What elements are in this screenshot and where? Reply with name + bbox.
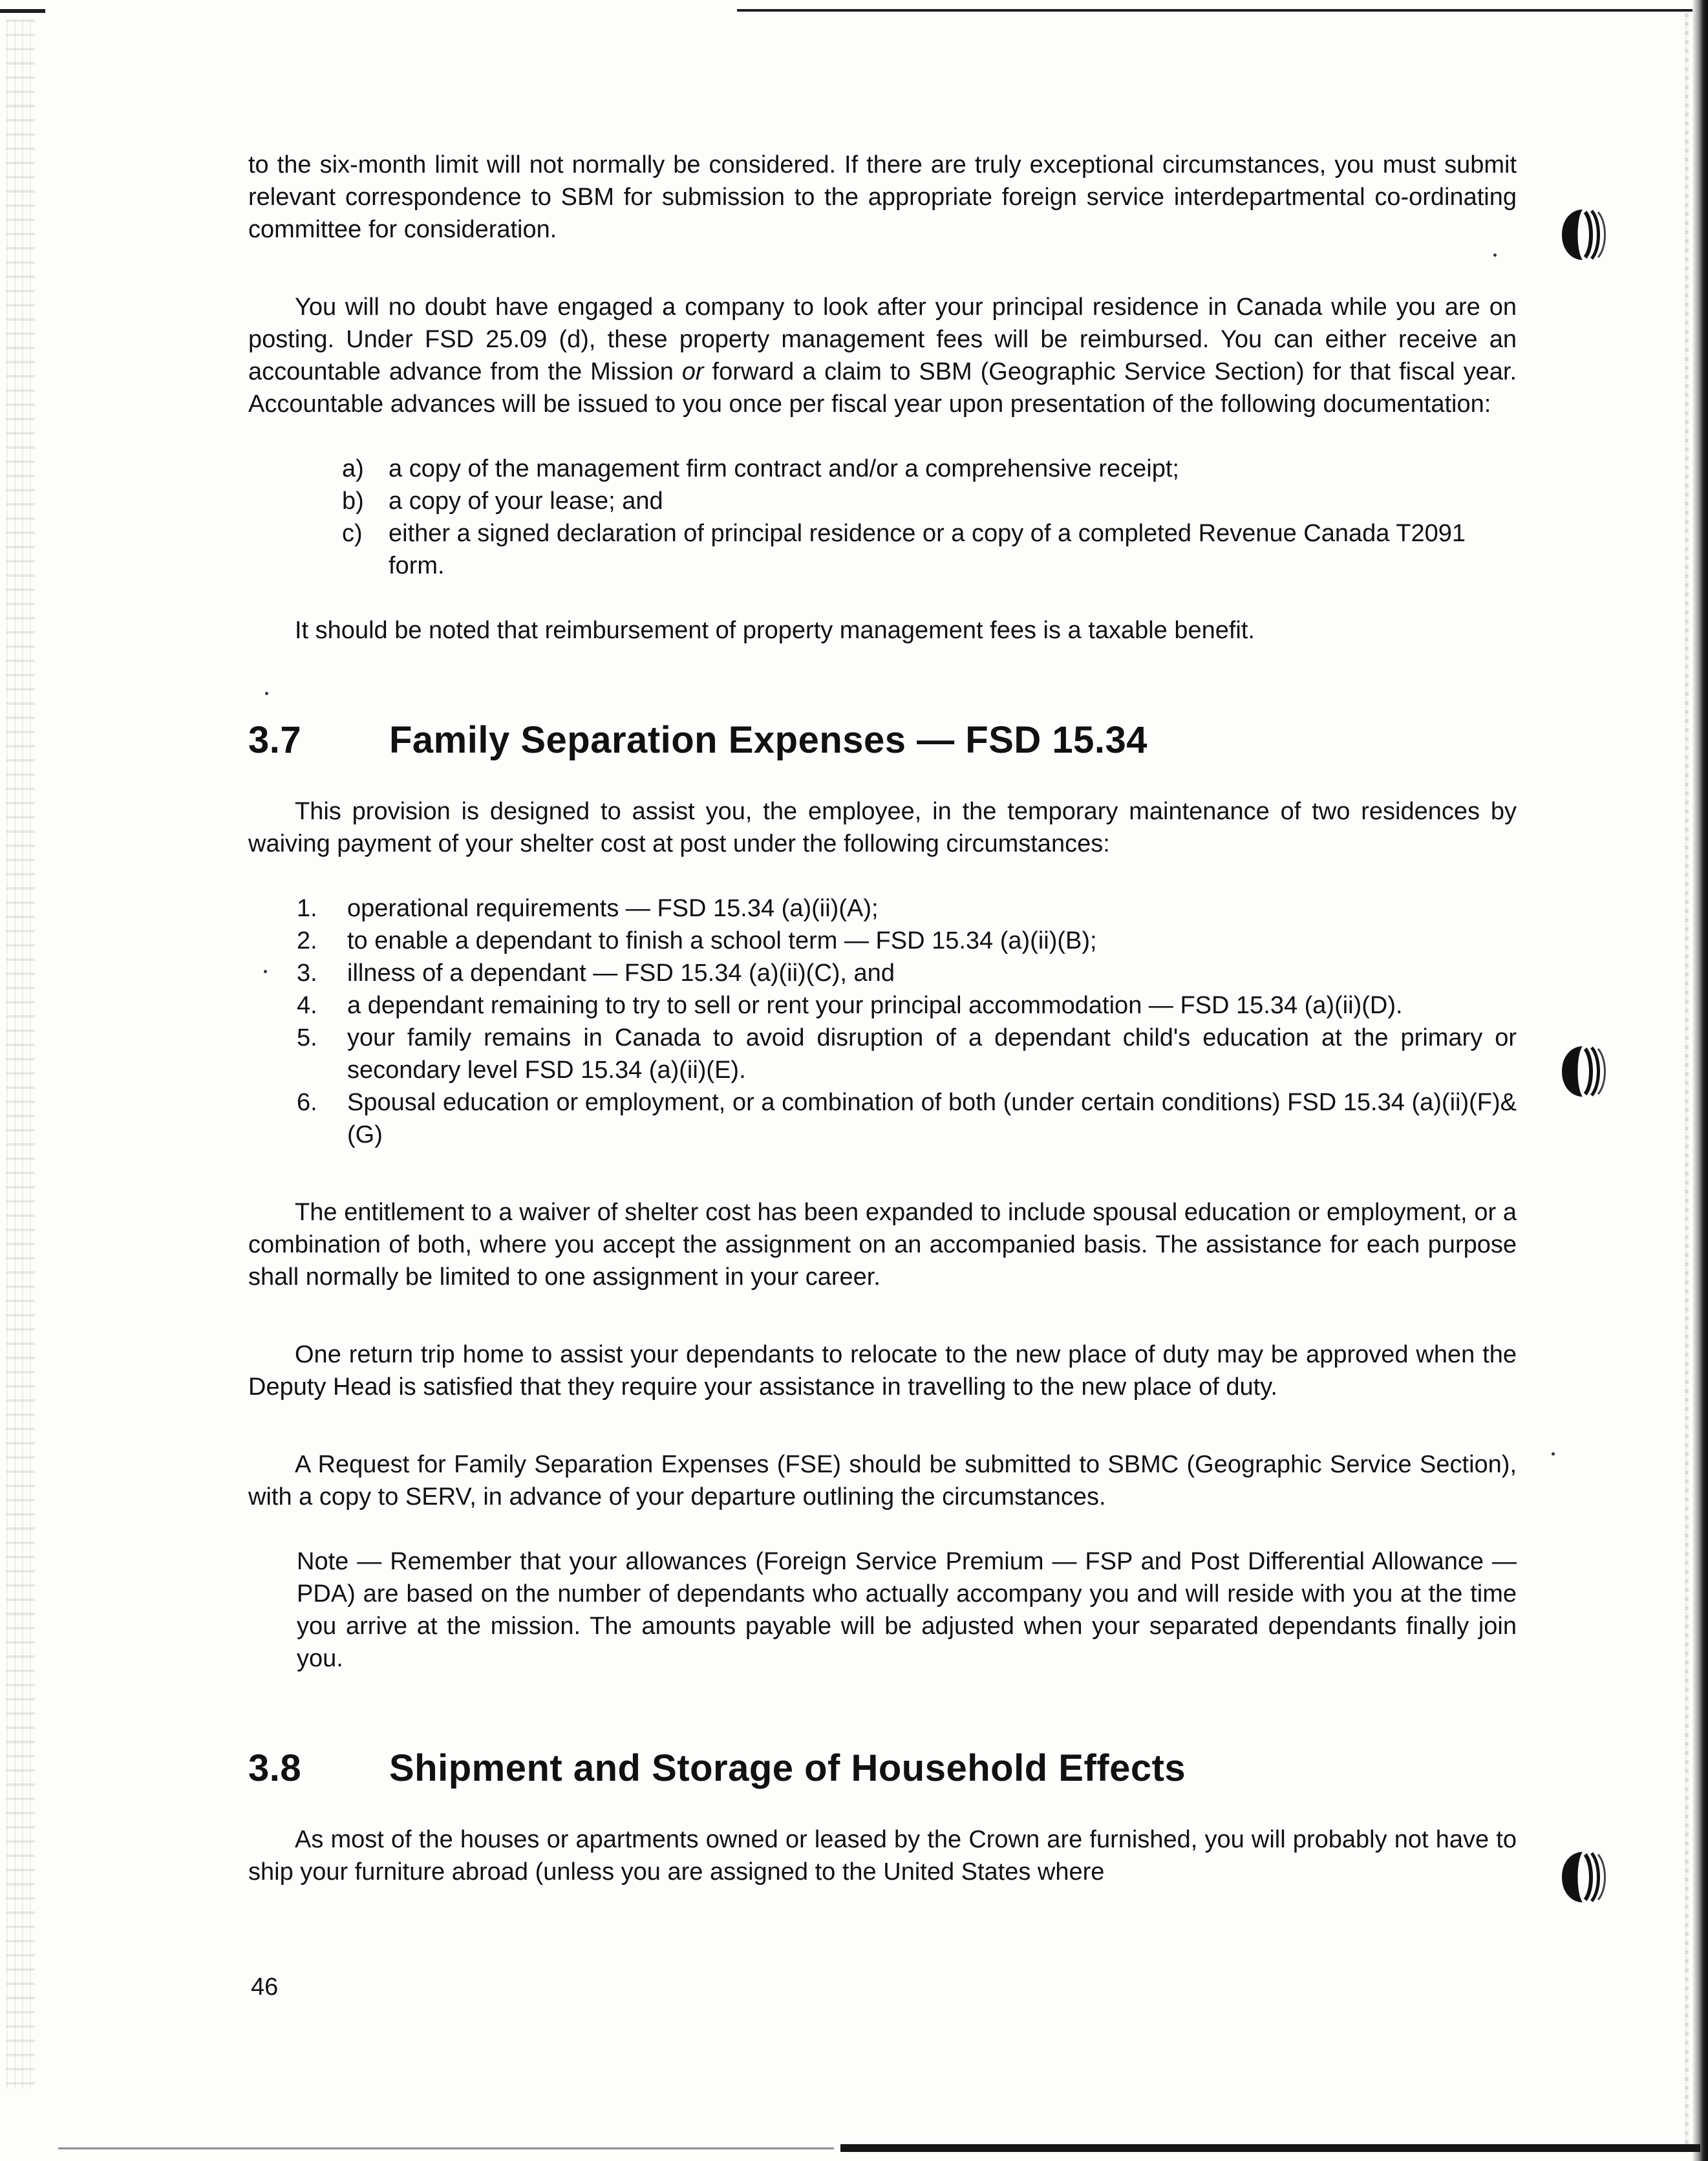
spacer: [248, 1513, 1517, 1545]
scan-speck: [1552, 1452, 1555, 1456]
audio-cue-icon-graphic: [1557, 1042, 1610, 1101]
property-text-part-2: forward a claim to SBM (Geographic Service Section) for that fiscal year. Accountable advances will be issued to you once per fiscal year upon presentation of the following documentation:: [248, 358, 1517, 418]
scan-speck: [264, 970, 267, 973]
scan-edge-top: [737, 9, 1694, 12]
spacer: [248, 860, 1517, 892]
audio-cue-icon-graphic: [1557, 206, 1610, 264]
scan-speck: [1493, 253, 1497, 257]
section-number: 3.8: [248, 1747, 302, 1789]
family-separation-intro: This provision is designed to assist you, the employee, in the temporary maintenance of two residences by waiving payment of your shelter cost at post under the following circumstances:: [248, 798, 1517, 857]
scan-edge-left: [6, 19, 35, 2089]
property-management-paragraph: [248, 291, 1517, 420]
taxable-benefit-note: It should be noted that reimbursement of property management fees is a taxable benefit.: [295, 617, 1255, 644]
scan-edge-top-left: [0, 9, 45, 13]
list-item-text: illness of a dependant — FSD 15.34 (a)(ii)(C), and: [347, 960, 895, 987]
page-number: 46: [251, 1973, 279, 2001]
spacer: [248, 1403, 1517, 1448]
list-marker: b): [342, 488, 364, 515]
allowances-note: Note — Remember that your allowances (Foreign Service Premium — FSP and Post Differential Allowance — PDA) are based on the number of dependants who actually accompany you and will reside with you at the time you arrive at the mission. The amounts payable will be adjusted when your separated dependants finally join you.: [297, 1548, 1517, 1672]
audio-cue-icon: [1557, 1042, 1610, 1101]
section-title: Family Separation Expenses — FSD 15.34: [389, 719, 1148, 761]
audio-cue-icon: [1557, 1848, 1610, 1906]
list-marker: 1.: [297, 895, 317, 922]
entitlement-paragraph: The entitlement to a waiver of shelter cost has been expanded to include spousal education or employment, or a combination of both, where you accept the assignment on an accompanied basis. The assistance for each purpose shall normally be limited to one assignment in your career.: [248, 1199, 1517, 1291]
spacer: [248, 582, 1517, 614]
list-item: [248, 517, 1517, 582]
section-heading-3-8: [248, 1746, 1517, 1791]
intro-paragraph: to the six-month limit will not normally be considered. If there are truly exceptional circumstances, you must submit relevant correspondence to SBM for submission to the appropriate foreign service interdepartmental co-ordinating committee for consideration.: [248, 151, 1517, 243]
list-marker: 5.: [297, 1024, 317, 1051]
list-item-text: a copy of the management firm contract and/or a comprehensive receipt;: [389, 455, 1179, 482]
spacer: [248, 1293, 1517, 1339]
list-item-text: your family remains in Canada to avoid disruption of a dependant child's education at the primary or secondary level FSD 15.34 (a)(ii)(E).: [347, 1024, 1517, 1084]
spacer: [248, 246, 1517, 291]
spacer: [248, 420, 1517, 453]
spacer: [248, 763, 1517, 795]
list-item-text: to enable a dependant to finish a school term — FSD 15.34 (a)(ii)(B);: [347, 927, 1097, 954]
spacer: [248, 647, 1517, 718]
list-item: [248, 925, 1517, 957]
spacer: [248, 1675, 1517, 1746]
list-item: [248, 957, 1517, 989]
spacer: [248, 1791, 1517, 1823]
list-item: [248, 892, 1517, 925]
circumstances-list: [248, 892, 1517, 1151]
scan-edge-right: [1692, 0, 1708, 2161]
household-effects-intro: As most of the houses or apartments owned or leased by the Crown are furnished, you will probably not have to ship your furniture abroad (unless you are assigned to the United States where: [248, 1826, 1517, 1886]
list-item-text: either a signed declaration of principal residence or a copy of a completed Revenue Canada T2091 form.: [389, 520, 1466, 579]
list-item: [248, 989, 1517, 1022]
list-item: [248, 1022, 1517, 1086]
section-number: 3.7: [248, 719, 302, 761]
section-heading-3-7: [248, 718, 1517, 763]
list-marker: c): [342, 520, 363, 547]
scan-speck: [265, 692, 268, 695]
list-item: [248, 1086, 1517, 1151]
scan-edge-bottom: [840, 2144, 1700, 2152]
list-item-text: a dependant remaining to try to sell or rent your principal accommodation — FSD 15.34 (a)(ii)(D).: [347, 992, 1403, 1019]
section-title: Shipment and Storage of Household Effects: [389, 1747, 1186, 1789]
list-item-text: operational requirements — FSD 15.34 (a)(ii)(A);: [347, 895, 879, 922]
documentation-list: [248, 453, 1517, 582]
page-content: [248, 149, 1517, 1888]
spacer: [248, 1151, 1517, 1196]
list-item: [248, 453, 1517, 485]
list-item-text: a copy of your lease; and: [389, 488, 663, 515]
audio-cue-icon: [1557, 206, 1610, 264]
audio-cue-icon-graphic: [1557, 1848, 1610, 1906]
list-item: [248, 485, 1517, 517]
property-text-part-1: You will no doubt have engaged a company to look after your principal residence in Canada while you are on posting. Under FSD 25.09 (d), these property management fees will be reimbursed. You can either receive an accountable advance from the Mission: [248, 294, 1517, 385]
list-marker: a): [342, 455, 364, 482]
property-text-or: or: [681, 358, 704, 385]
request-paragraph: A Request for Family Separation Expenses (FSE) should be submitted to SBMC (Geographic Service Section), with a copy to SERV, in advance of your departure outlining the circumstances.: [248, 1451, 1517, 1511]
list-marker: 6.: [297, 1089, 317, 1116]
list-marker: 3.: [297, 960, 317, 987]
scan-edge-bottom-faint: [58, 2147, 834, 2149]
list-marker: 2.: [297, 927, 317, 954]
scan-edge-right-inner: [1685, 13, 1689, 2147]
list-marker: 4.: [297, 992, 317, 1019]
list-item-text: Spousal education or employment, or a combination of both (under certain conditions) FSD 15.34 (a)(ii)(F)&(G): [347, 1089, 1517, 1148]
return-trip-paragraph: One return trip home to assist your dependants to relocate to the new place of duty may be approved when the Deputy Head is satisfied that they require your assistance in travelling to the new place of duty.: [248, 1341, 1517, 1401]
